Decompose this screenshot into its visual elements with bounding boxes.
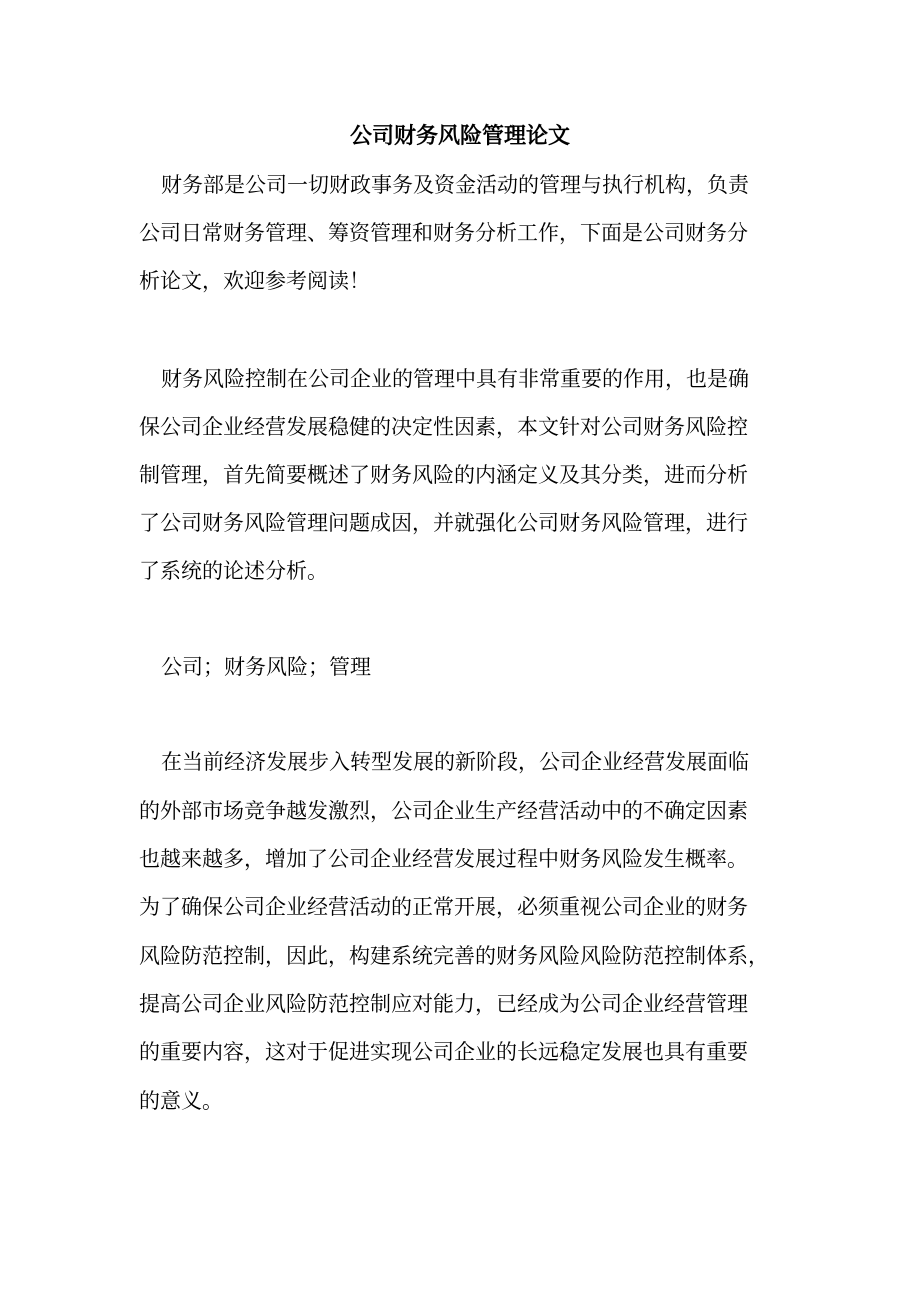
body-line-2: 的外部市场竞争越发激烈，公司企业生产经营活动中的不确定因素 xyxy=(139,799,748,823)
abstract-line-2: 保公司企业经营发展稳健的决定性因素，本文针对公司财务风险控 xyxy=(139,415,748,439)
intro-line-2: 公司日常财务管理、筹资管理和财务分析工作，下面是公司财务分 xyxy=(139,221,748,245)
intro-line-1: 财务部是公司一切财政事务及资金活动的管理与执行机构，负责 xyxy=(161,173,749,197)
keywords-line: 公司；财务风险；管理 xyxy=(161,655,371,679)
abstract-line-1: 财务风险控制在公司企业的管理中具有非常重要的作用，也是确 xyxy=(161,367,749,391)
body-line-8: 的意义。 xyxy=(139,1089,223,1113)
body-line-6: 提高公司企业风险防范控制应对能力，已经成为公司企业经营管理 xyxy=(139,992,748,1016)
document-title: 公司财务风险管理论文 xyxy=(349,123,570,149)
body-line-3: 也越来越多，增加了公司企业经营发展过程中财务风险发生概率。 xyxy=(139,847,748,871)
abstract-line-5: 了系统的论述分析。 xyxy=(139,559,328,583)
body-line-1: 在当前经济发展步入转型发展的新阶段，公司企业经营发展面临 xyxy=(161,750,749,774)
abstract-line-3: 制管理，首先简要概述了财务风险的内涵定义及其分类，进而分析 xyxy=(139,463,748,487)
intro-line-3: 析论文，欢迎参考阅读！ xyxy=(139,269,370,293)
body-line-4: 为了确保公司企业经营活动的正常开展，必须重视公司企业的财务 xyxy=(139,895,748,919)
abstract-line-4: 了公司财务风险管理问题成因，并就强化公司财务风险管理，进行 xyxy=(139,511,748,535)
body-line-5: 风险防范控制，因此，构建系统完善的财务风险风险防范控制体系， xyxy=(139,944,769,968)
body-line-7: 的重要内容，这对于促进实现公司企业的长远稳定发展也具有重要 xyxy=(139,1040,748,1064)
